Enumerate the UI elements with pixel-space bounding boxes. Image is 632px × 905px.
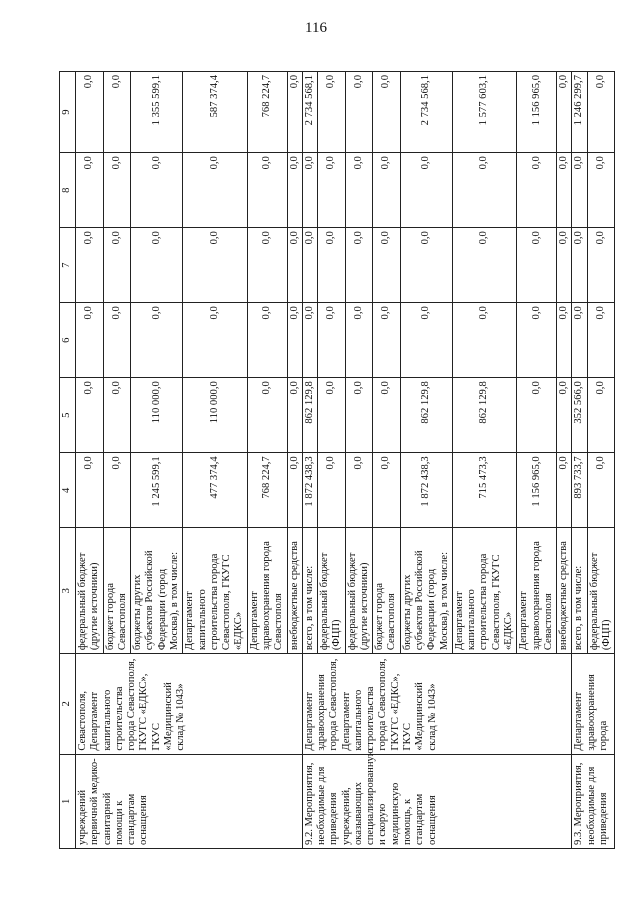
value-cell: 0,0 [76,153,104,228]
value-cell: 0,0 [373,378,401,453]
value-cell: 0,0 [287,453,302,528]
value-cell: 768 224,7 [247,72,287,153]
value-cell: 1 246 299,7 [572,72,587,153]
value-cell: 768 224,7 [247,453,287,528]
table-row [302,72,317,849]
table-row [76,72,104,849]
value-cell: 0,0 [103,378,131,453]
value-cell: 0,0 [345,453,373,528]
value-cell: 0,0 [557,72,572,153]
measure-cell: 9.3. Мероприятия, необходимые для приведения [572,754,615,848]
source-cell: Департамент здравоохранения города Севастополя [247,528,287,654]
table-row [572,72,587,849]
header-cell: 1 [60,754,76,848]
value-cell: 0,0 [400,303,452,378]
value-cell: 0,0 [302,303,317,378]
value-cell: 0,0 [76,72,104,153]
value-cell: 0,0 [517,228,557,303]
value-cell: 0,0 [76,453,104,528]
value-cell: 0,0 [103,303,131,378]
value-cell: 0,0 [247,378,287,453]
value-cell: 0,0 [587,303,615,378]
value-cell: 0,0 [318,228,346,303]
header-cell: 3 [60,528,76,654]
value-cell: 0,0 [131,228,183,303]
source-cell: федеральный бюджет (другие источники) [345,528,373,654]
value-cell: 0,0 [287,378,302,453]
value-cell: 0,0 [373,303,401,378]
source-cell: Департамент здравоохранения города Севастополя [517,528,557,654]
value-cell: 110 000,0 [183,378,247,453]
value-cell: 0,0 [345,153,373,228]
value-cell: 352 566,0 [572,378,587,453]
value-cell: 0,0 [373,453,401,528]
value-cell: 0,0 [572,228,587,303]
value-cell: 110 000,0 [131,378,183,453]
value-cell: 0,0 [572,303,587,378]
source-cell: внебюджетные средства [287,528,302,654]
value-cell: 0,0 [452,153,516,228]
source-cell: федеральный бюджет (другие источники) [76,528,104,654]
value-cell: 0,0 [557,303,572,378]
header-cell: 2 [60,654,76,754]
rotated-table-area [59,71,612,849]
header-row [60,72,76,849]
measure-cell: учреждений первичной медико-санитарной помощи к стандартам оснащения [76,754,303,848]
value-cell: 0,0 [557,153,572,228]
value-cell: 0,0 [587,228,615,303]
value-cell: 2 734 568,1 [400,72,452,153]
header-cell: 9 [60,72,76,153]
value-cell: 0,0 [76,303,104,378]
source-cell: всего, в том числе: [302,528,317,654]
budget-table [59,71,615,849]
value-cell: 1 577 603,1 [452,72,516,153]
value-cell: 862 129,8 [452,378,516,453]
source-cell: бюджет города Севастополя [103,528,131,654]
value-cell: 715 473,3 [452,453,516,528]
value-cell: 0,0 [76,378,104,453]
value-cell: 0,0 [557,453,572,528]
source-cell: бюджет города Севастополя [373,528,401,654]
value-cell: 0,0 [103,453,131,528]
value-cell: 0,0 [287,153,302,228]
value-cell: 0,0 [131,153,183,228]
value-cell: 0,0 [587,72,615,153]
value-cell: 587 374,4 [183,72,247,153]
header-cell: 6 [60,303,76,378]
executor-cell: Севастополя, Департамент капитального строительства города Севастополя, ГКУГС «ЕДКС», ГКУС «Медицинский склад № 1043» [76,654,303,754]
value-cell: 0,0 [400,153,452,228]
value-cell: 0,0 [103,153,131,228]
source-cell: всего, в том числе: [572,528,587,654]
value-cell: 0,0 [183,303,247,378]
value-cell: 0,0 [318,453,346,528]
value-cell: 0,0 [247,228,287,303]
value-cell: 0,0 [318,72,346,153]
value-cell: 0,0 [587,153,615,228]
value-cell: 862 129,8 [400,378,452,453]
executor-cell: Департамент здравоохранения города [572,654,615,754]
header-cell: 5 [60,378,76,453]
value-cell: 0,0 [345,378,373,453]
header-cell: 7 [60,228,76,303]
value-cell: 0,0 [587,453,615,528]
value-cell: 0,0 [373,228,401,303]
source-cell: федеральный бюджет (ФЦП) [318,528,346,654]
value-cell: 0,0 [287,303,302,378]
value-cell: 0,0 [287,228,302,303]
value-cell: 0,0 [247,153,287,228]
value-cell: 0,0 [183,228,247,303]
value-cell: 1 156 965,0 [517,72,557,153]
value-cell: 0,0 [131,303,183,378]
value-cell: 0,0 [345,72,373,153]
value-cell: 0,0 [557,228,572,303]
value-cell: 0,0 [287,72,302,153]
value-cell: 0,0 [517,378,557,453]
header-cell: 4 [60,453,76,528]
value-cell: 477 374,4 [183,453,247,528]
value-cell: 0,0 [318,303,346,378]
value-cell: 0,0 [452,228,516,303]
value-cell: 0,0 [400,228,452,303]
value-cell: 1 156 965,0 [517,453,557,528]
value-cell: 0,0 [517,153,557,228]
value-cell: 2 734 568,1 [302,72,317,153]
value-cell: 0,0 [183,153,247,228]
measure-cell: 9.2. Мероприятия, необходимые для приведения учреждений, оказывающих специализированную и скорую медицинскую помощь, к стандартам оснащения [302,754,572,848]
value-cell: 0,0 [103,72,131,153]
executor-cell: Департамент здравоохранения города Севастополя, Департамент капитального строительства города Севастополя, ГКУГС «ЕДКС», ГКУС «Медицинский склад № 1043» [302,654,572,754]
value-cell: 0,0 [318,378,346,453]
value-cell: 893 733,7 [572,453,587,528]
value-cell: 862 129,8 [302,378,317,453]
header-cell: 8 [60,153,76,228]
source-cell: Департамент капитального строительства города Севастополя, ГКУГС «ЕДКС» [183,528,247,654]
value-cell: 0,0 [452,303,516,378]
value-cell: 0,0 [572,153,587,228]
value-cell: 0,0 [373,72,401,153]
value-cell: 0,0 [302,228,317,303]
value-cell: 0,0 [345,303,373,378]
value-cell: 1 872 438,3 [302,453,317,528]
value-cell: 0,0 [76,228,104,303]
value-cell: 0,0 [517,303,557,378]
source-cell: внебюджетные средства [557,528,572,654]
page-number: 116 [305,20,327,36]
source-cell: бюджеты других субъектов Российской Федерации (город Москва), в том числе: [131,528,183,654]
value-cell: 1 872 438,3 [400,453,452,528]
value-cell: 0,0 [345,228,373,303]
value-cell: 0,0 [247,303,287,378]
value-cell: 0,0 [103,228,131,303]
value-cell: 0,0 [557,378,572,453]
value-cell: 0,0 [373,153,401,228]
value-cell: 1 355 599,1 [131,72,183,153]
value-cell: 0,0 [318,153,346,228]
value-cell: 0,0 [302,153,317,228]
value-cell: 1 245 599,1 [131,453,183,528]
source-cell: бюджеты других субъектов Российской Федерации (город Москва), в том числе: [400,528,452,654]
source-cell: Департамент капитального строительства города Севастополя, ГКУГС «ЕДКС» [452,528,516,654]
source-cell: федеральный бюджет (ФЦП) [587,528,615,654]
value-cell: 0,0 [587,378,615,453]
